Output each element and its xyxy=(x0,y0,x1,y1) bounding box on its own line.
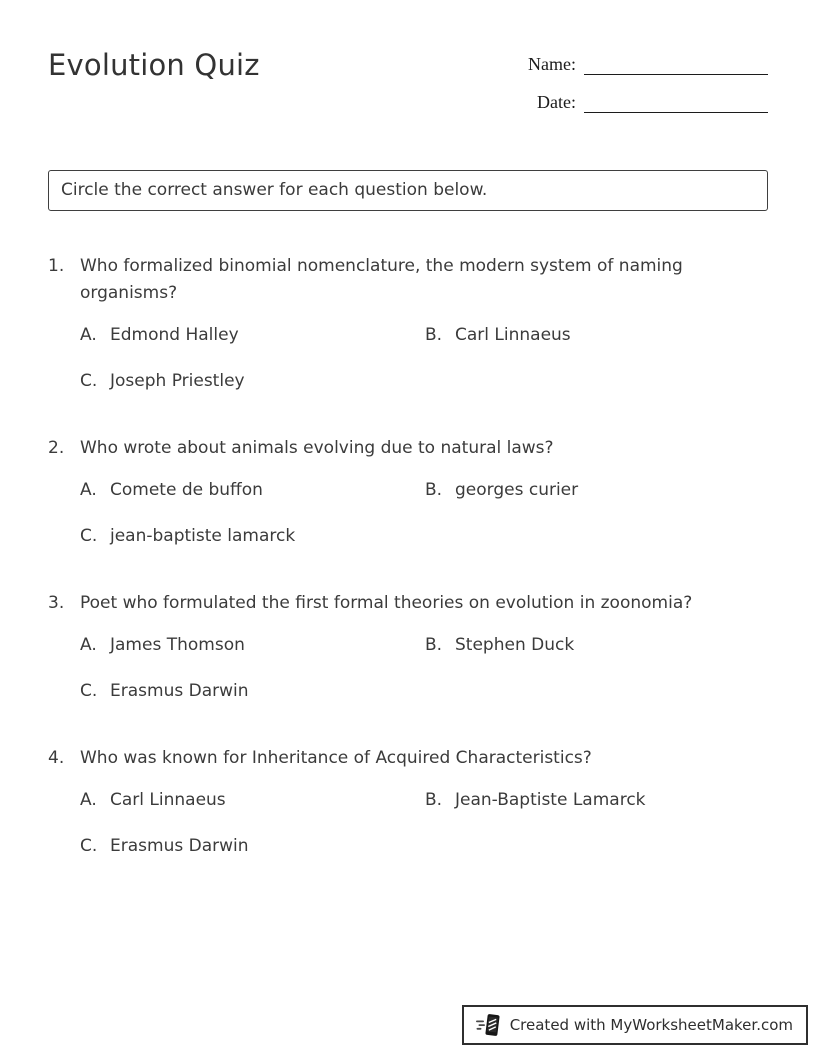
question-1-options xyxy=(80,326,768,391)
option-letter: A. xyxy=(80,635,97,655)
question-4-option-a[interactable] xyxy=(80,791,425,810)
instruction-text: Circle the correct answer for each question below. xyxy=(61,180,488,200)
option-letter: C. xyxy=(80,371,98,391)
option-letter: A. xyxy=(80,790,97,810)
option-text: Erasmus Darwin xyxy=(110,836,249,856)
question-number: 2. xyxy=(48,438,65,458)
option-text: Jean-Baptiste Lamarck xyxy=(455,790,646,810)
name-date-block xyxy=(522,53,768,129)
question-number: 4. xyxy=(48,748,65,768)
option-text: Erasmus Darwin xyxy=(110,681,249,701)
date-row xyxy=(522,91,768,113)
option-letter: A. xyxy=(80,480,97,500)
question-list xyxy=(48,210,768,856)
question-3-option-a[interactable] xyxy=(80,636,425,655)
created-with-badge[interactable] xyxy=(462,1005,808,1045)
question-1-option-b[interactable] xyxy=(425,326,768,345)
instruction-box xyxy=(48,170,768,211)
option-letter: B. xyxy=(425,635,443,655)
question-1 xyxy=(48,253,768,391)
option-letter: C. xyxy=(80,836,98,856)
question-text: Who was known for Inheritance of Acquired Characteristics? xyxy=(80,748,592,768)
question-text: Who wrote about animals evolving due to natural laws? xyxy=(80,438,554,458)
question-3 xyxy=(48,590,768,701)
question-4-row xyxy=(48,745,768,772)
option-letter: B. xyxy=(425,480,443,500)
question-4-option-c[interactable] xyxy=(80,837,425,856)
date-field[interactable] xyxy=(584,91,768,113)
question-3-option-b[interactable] xyxy=(425,636,768,655)
option-letter: B. xyxy=(425,325,443,345)
question-1-option-a[interactable] xyxy=(80,326,425,345)
question-2-option-a[interactable] xyxy=(80,481,425,500)
worksheet-maker-icon xyxy=(475,1012,501,1038)
question-3-options xyxy=(80,636,768,701)
name-field[interactable] xyxy=(584,53,768,75)
question-1-row xyxy=(48,253,768,307)
question-4 xyxy=(48,745,768,856)
option-text: Carl Linnaeus xyxy=(455,325,571,345)
question-text: Who formalized binomial nomenclature, the modern system of naming organisms? xyxy=(80,256,683,303)
option-text: Stephen Duck xyxy=(455,635,575,655)
question-1-option-c[interactable] xyxy=(80,372,425,391)
option-text: Carl Linnaeus xyxy=(110,790,226,810)
question-2-option-b[interactable] xyxy=(425,481,768,500)
option-letter: C. xyxy=(80,681,98,701)
question-number: 3. xyxy=(48,593,65,613)
name-row xyxy=(522,53,768,75)
option-text: James Thomson xyxy=(110,635,245,655)
date-label: Date: xyxy=(537,92,576,112)
question-number: 1. xyxy=(48,256,65,276)
worksheet-header xyxy=(48,48,768,129)
question-3-option-c[interactable] xyxy=(80,682,425,701)
question-2-option-c[interactable] xyxy=(80,527,425,546)
question-text: Poet who formulated the first formal theories on evolution in zoonomia? xyxy=(80,593,693,613)
question-4-option-b[interactable] xyxy=(425,791,768,810)
option-text: Edmond Halley xyxy=(110,325,239,345)
question-3-row xyxy=(48,590,768,617)
option-letter: A. xyxy=(80,325,97,345)
page-title: Evolution Quiz xyxy=(48,48,260,82)
question-4-options xyxy=(80,791,768,856)
name-label: Name: xyxy=(528,54,576,74)
option-text: Comete de buffon xyxy=(110,480,263,500)
created-with-text: Created with MyWorksheetMaker.com xyxy=(509,1016,793,1034)
option-text: georges curier xyxy=(455,480,579,500)
question-2 xyxy=(48,435,768,546)
option-text: jean-baptiste lamarck xyxy=(110,526,296,546)
option-text: Joseph Priestley xyxy=(110,371,245,391)
question-2-options xyxy=(80,481,768,546)
option-letter: B. xyxy=(425,790,443,810)
question-2-row xyxy=(48,435,768,462)
option-letter: C. xyxy=(80,526,98,546)
